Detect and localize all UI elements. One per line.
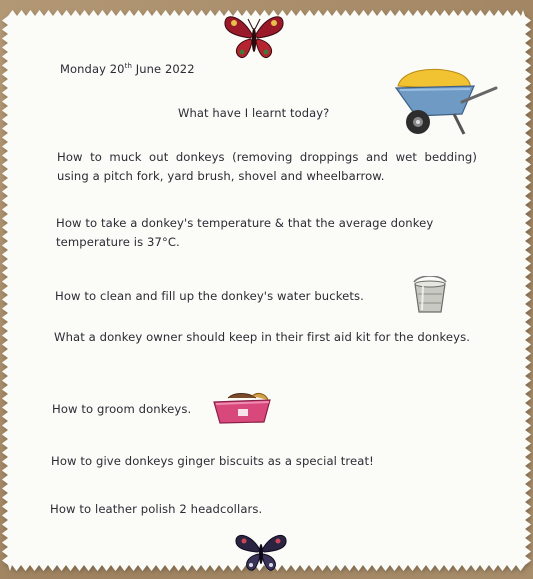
learning-item: How to clean and fill up the donkey's water buckets. [55, 289, 364, 303]
learning-item: What a donkey owner should keep in their first aid kit for the donkeys. [54, 330, 471, 344]
butterfly-icon [233, 530, 289, 576]
learning-item: How to muck out donkeys (removing droppings and wet bedding) using a pitch fork, yard brush, shovel and wheelbarrow. [57, 150, 477, 183]
bucket-icon [410, 276, 450, 316]
learning-item: How to give donkeys ginger biscuits as a special treat! [51, 454, 374, 468]
butterfly-icon [222, 10, 286, 66]
wheelbarrow-icon [392, 62, 504, 142]
date-line: Monday 20th June 2022 [60, 62, 195, 76]
learning-item: How to take a donkey's temperature & that the average donkey temperature is 37°C. [56, 216, 434, 249]
learning-item: How to leather polish 2 headcollars. [50, 502, 263, 516]
learning-item: How to groom donkeys. [52, 402, 192, 416]
page-heading: What have I learnt today? [178, 106, 330, 120]
grooming-box-icon [212, 392, 274, 426]
